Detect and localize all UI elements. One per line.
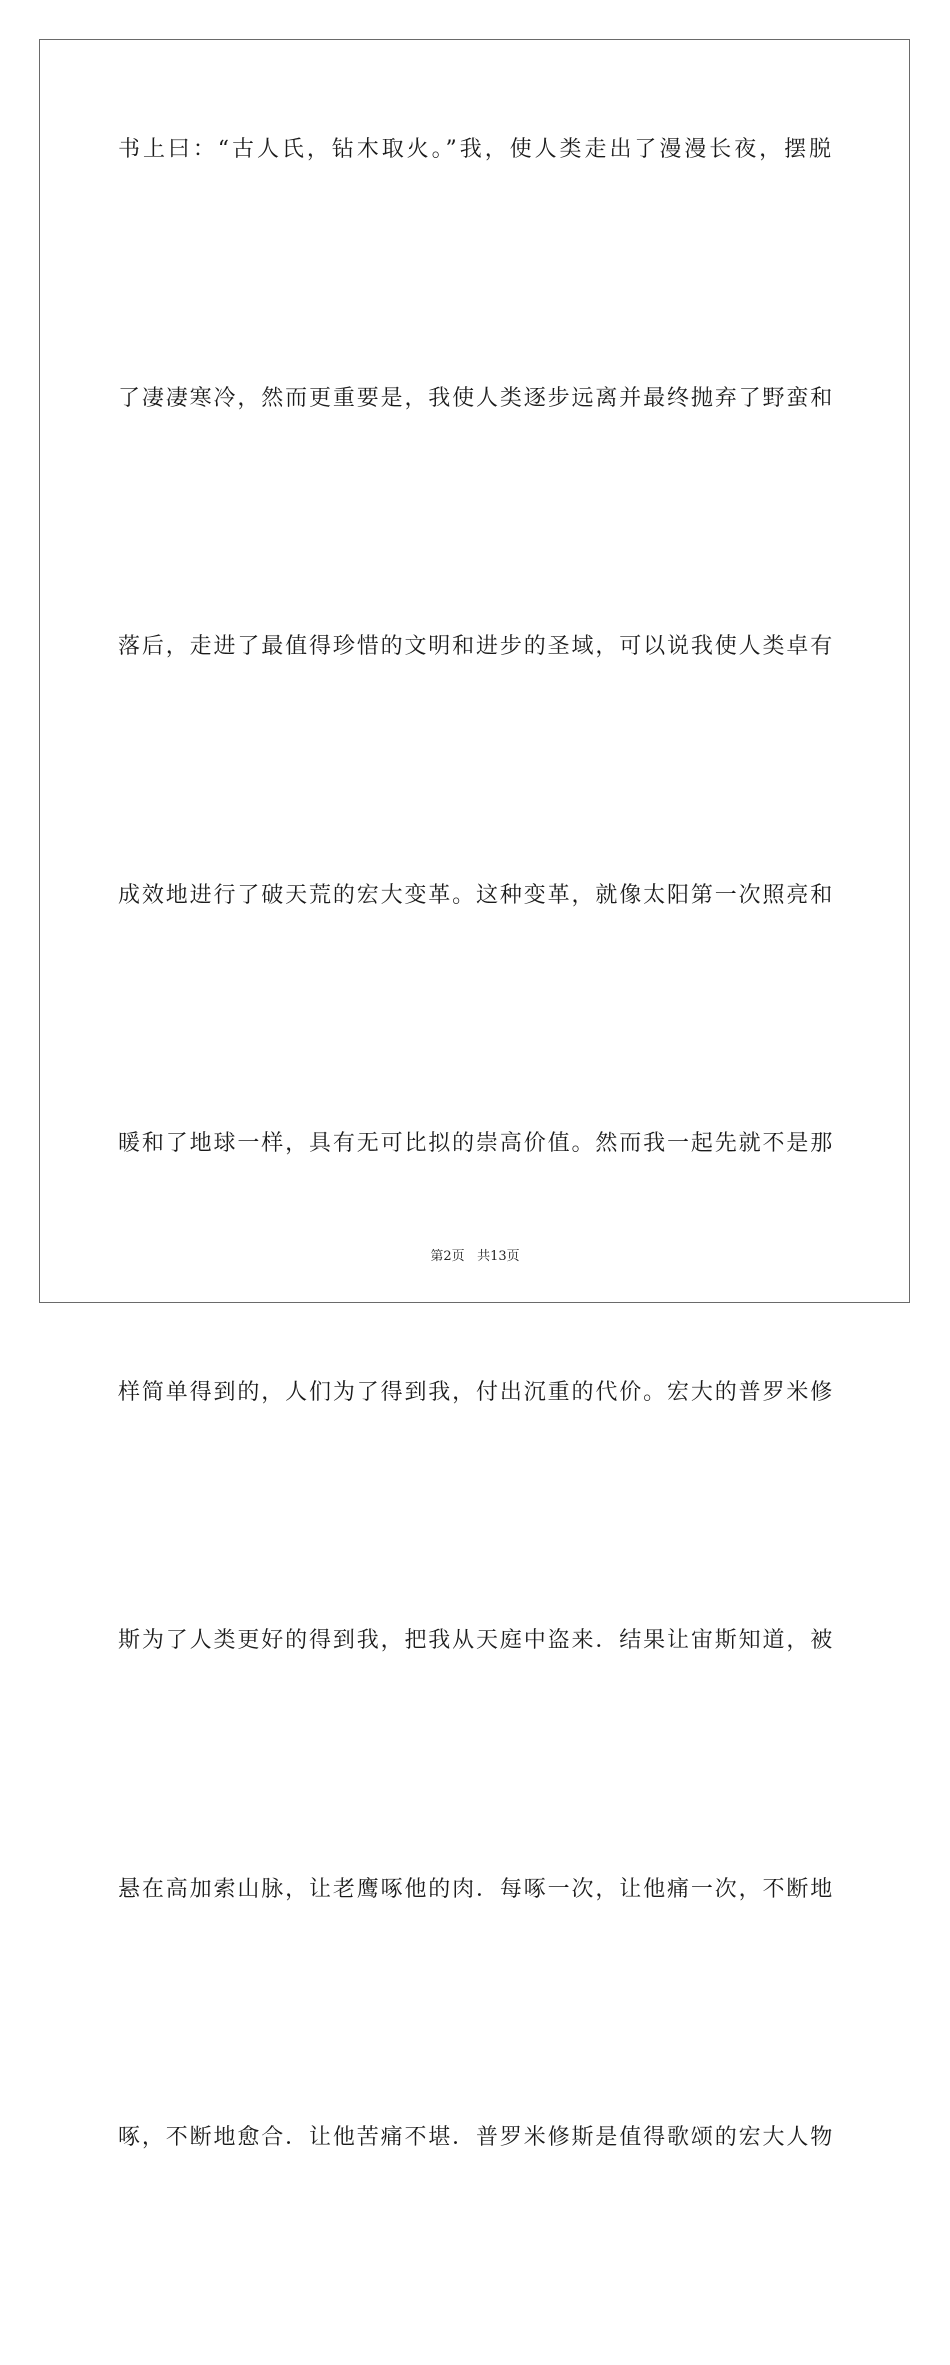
text-line: 暖和了地球一样，具有无可比拟的崇高价值。然而我一起先就不是那 — [118, 1131, 834, 1156]
text-line: 啄，不断地愈合．让他苦痛不堪．普罗米修斯是值得歌颂的宏大人物 — [118, 2125, 834, 2150]
text-line: 落后，走进了最值得珍惜的文明和进步的圣域，可以说我使人类卓有 — [118, 634, 834, 659]
text-line: 悬在高加索山脉，让老鹰啄他的肉．每啄一次，让他痛一次，不断地 — [118, 1876, 834, 1902]
text-line: 成效地进行了破天荒的宏大变革。这种变革，就像太阳第一次照亮和 — [118, 882, 834, 908]
document-body — [118, 128, 834, 2365]
text-line: 样简单得到的，人们为了得到我，付出沉重的代价。宏大的普罗米修 — [118, 1379, 834, 1405]
text-line: 了凄凄寒冷，然而更重要是，我使人类逐步远离并最终抛弃了野蛮和 — [118, 385, 834, 411]
page-footer — [0, 1248, 950, 1266]
text-line: 斯为了人类更好的得到我，把我从天庭中盗来．结果让宙斯知道，被 — [118, 1628, 834, 1653]
page-number: 第2页 — [430, 1249, 465, 1264]
page-total: 共13页 — [477, 1249, 520, 1264]
text-line: 书上曰：“古人氏，钻木取火。”我，使人类走出了漫漫长夜，摆脱 — [118, 137, 834, 162]
